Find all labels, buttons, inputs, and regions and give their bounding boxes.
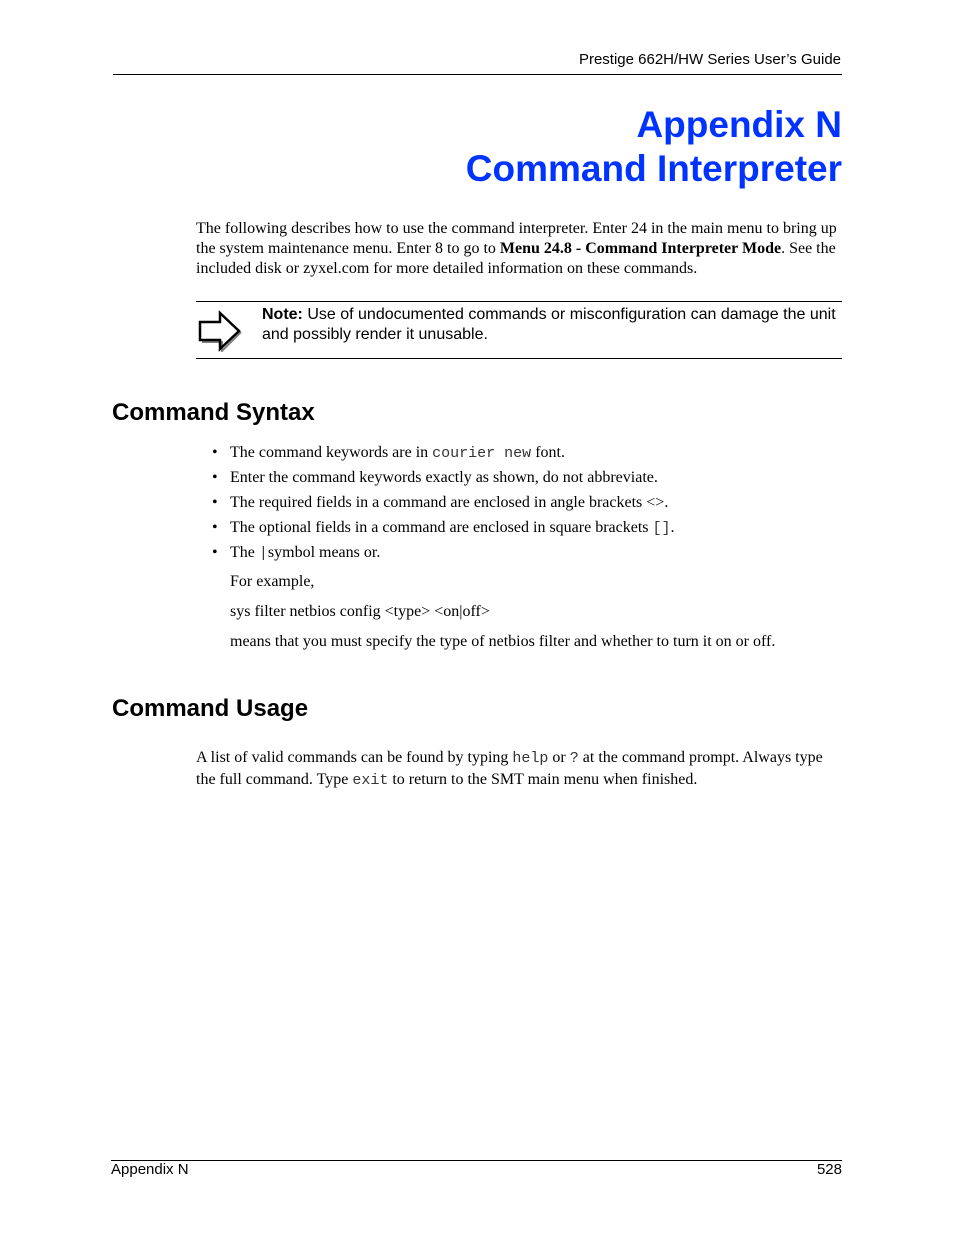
bullet-text: The optional fields in a command are enclosed in square brackets <box>230 519 653 536</box>
bullet-text: symbol means or. <box>267 544 381 561</box>
inline-code: [] <box>652 520 671 537</box>
example-explanation: means that you must specify the type of netbios filter and whether to turn it on or off. <box>230 633 776 650</box>
note-body: Use of undocumented commands or misconfiguration can damage the unit and possibly render it unusable. <box>262 306 836 343</box>
usage-text: to return to the SMT main menu when finished. <box>388 771 698 788</box>
inline-code: ? <box>569 750 579 767</box>
command-usage-heading: Command Usage <box>112 695 309 722</box>
list-item <box>212 518 842 543</box>
list-item <box>212 493 842 518</box>
intro-menu-reference: Menu 24.8 - Command Interpreter Mode <box>499 240 782 257</box>
list-item <box>212 468 842 493</box>
inline-code: | <box>258 545 268 562</box>
footer-section-label: Appendix N <box>111 1161 189 1178</box>
note-box <box>196 301 842 359</box>
intro-paragraph <box>196 219 842 279</box>
page-number: 528 <box>816 1161 842 1178</box>
chapter-title <box>466 103 842 191</box>
header-divider <box>113 74 842 75</box>
bullet-text: The command keywords are in <box>230 444 433 461</box>
list-item <box>212 543 842 568</box>
usage-text: or <box>548 749 570 766</box>
intro-text-a: The following describes how to use the command interpreter. Enter 24 in the main menu to bring up the system maintenance menu. Enter 8 to go to <box>196 220 837 257</box>
inline-code: help <box>512 750 549 767</box>
bullet-text: The <box>230 544 259 561</box>
guide-title: Prestige 662H/HW Series User’s Guide <box>578 51 841 68</box>
inline-code: exit <box>352 772 389 789</box>
example-command: sys filter netbios config <type> <on|off> <box>230 603 490 620</box>
bullet-dot: • <box>212 494 218 511</box>
bullet-dot: • <box>212 469 218 486</box>
note-text <box>262 305 842 345</box>
bullet-dot: • <box>212 544 218 561</box>
chapter-title-line2: Command Interpreter <box>465 148 842 189</box>
right-arrow-icon <box>196 310 244 352</box>
intro-text-b: . See the included disk or zyxel.com for more detailed information on these commands. <box>196 240 836 277</box>
bullet-text: Enter the command keywords exactly as shown, do not abbreviate. <box>230 469 658 486</box>
footer-divider <box>111 1160 842 1161</box>
bullet-dot: • <box>212 444 218 461</box>
list-item <box>212 443 842 468</box>
usage-text: at the command prompt. Always type the full command. Type <box>196 749 823 788</box>
command-syntax-heading: Command Syntax <box>112 399 315 426</box>
bullet-dot: • <box>212 519 218 536</box>
usage-paragraph <box>196 747 842 791</box>
for-example-text: For example, <box>230 573 315 590</box>
bullet-text: . <box>670 519 675 536</box>
usage-text: A list of valid commands can be found by typing <box>196 749 513 766</box>
note-label: Note: <box>262 306 303 323</box>
bullet-text: The required fields in a command are enclosed in angle brackets <>. <box>230 494 669 511</box>
chapter-title-line1: Appendix N <box>636 104 842 145</box>
syntax-bullet-list <box>212 443 842 568</box>
bullet-text: font. <box>531 444 565 461</box>
inline-code: courier new <box>432 445 532 462</box>
